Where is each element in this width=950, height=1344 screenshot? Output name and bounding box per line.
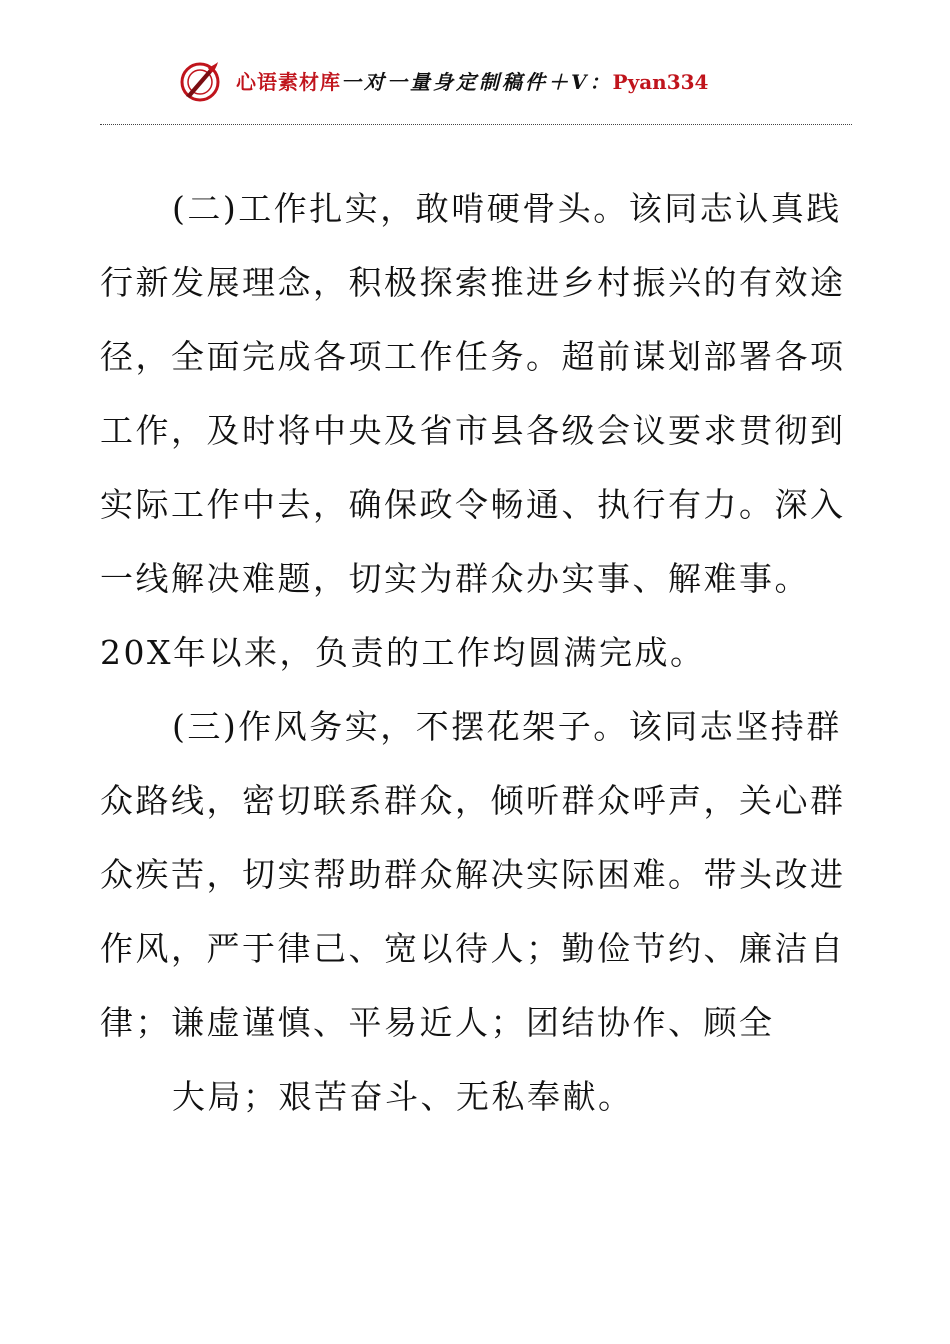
- body-line: 行新发展理念，积极探索推进乡村振兴的有效途: [100, 263, 846, 302]
- body-line: 径，全面完成各项工作任务。超前谋划部署各项: [100, 337, 846, 376]
- body-line: 众路线，密切联系群众，倾听群众呼声，关心群: [100, 781, 846, 820]
- body-line: 实际工作中去，确保政令畅通、执行有力。深入: [100, 485, 846, 524]
- page-header: [0, 58, 950, 108]
- body-line: 工作，及时将中央及省市县各级会议要求贯彻到: [100, 411, 846, 450]
- body-line: 一线解决难题，切实为群众办实事、解难事。: [100, 559, 810, 598]
- quill-seal-icon: [178, 60, 222, 104]
- body-line: 律；谦虚谨慎、平易近人；团结协作、顾全: [100, 1003, 775, 1042]
- header-slogan: 一对一量身定制稿件＋V：: [341, 70, 613, 94]
- body-line: 众疾苦，切实帮助群众解决实际困难。带头改进: [100, 855, 846, 894]
- header-divider: [100, 124, 852, 125]
- body-line: (二)工作扎实，敢啃硬骨头。该同志认真践: [172, 189, 842, 228]
- body-line: (三)作风务实，不摆花架子。该同志坚持群: [172, 707, 842, 746]
- body-line: 大局；艰苦奋斗、无私奉献。: [172, 1077, 634, 1116]
- header-text: [236, 66, 708, 95]
- body-line: 20X年以来，负责的工作均圆满完成。: [100, 633, 706, 672]
- document-body: [100, 172, 846, 1134]
- brand-name: 心语素材库: [236, 70, 341, 94]
- contact-id: Pyan334: [612, 70, 709, 94]
- body-line: 作风，严于律己、宽以待人；勤俭节约、廉洁自: [100, 929, 846, 968]
